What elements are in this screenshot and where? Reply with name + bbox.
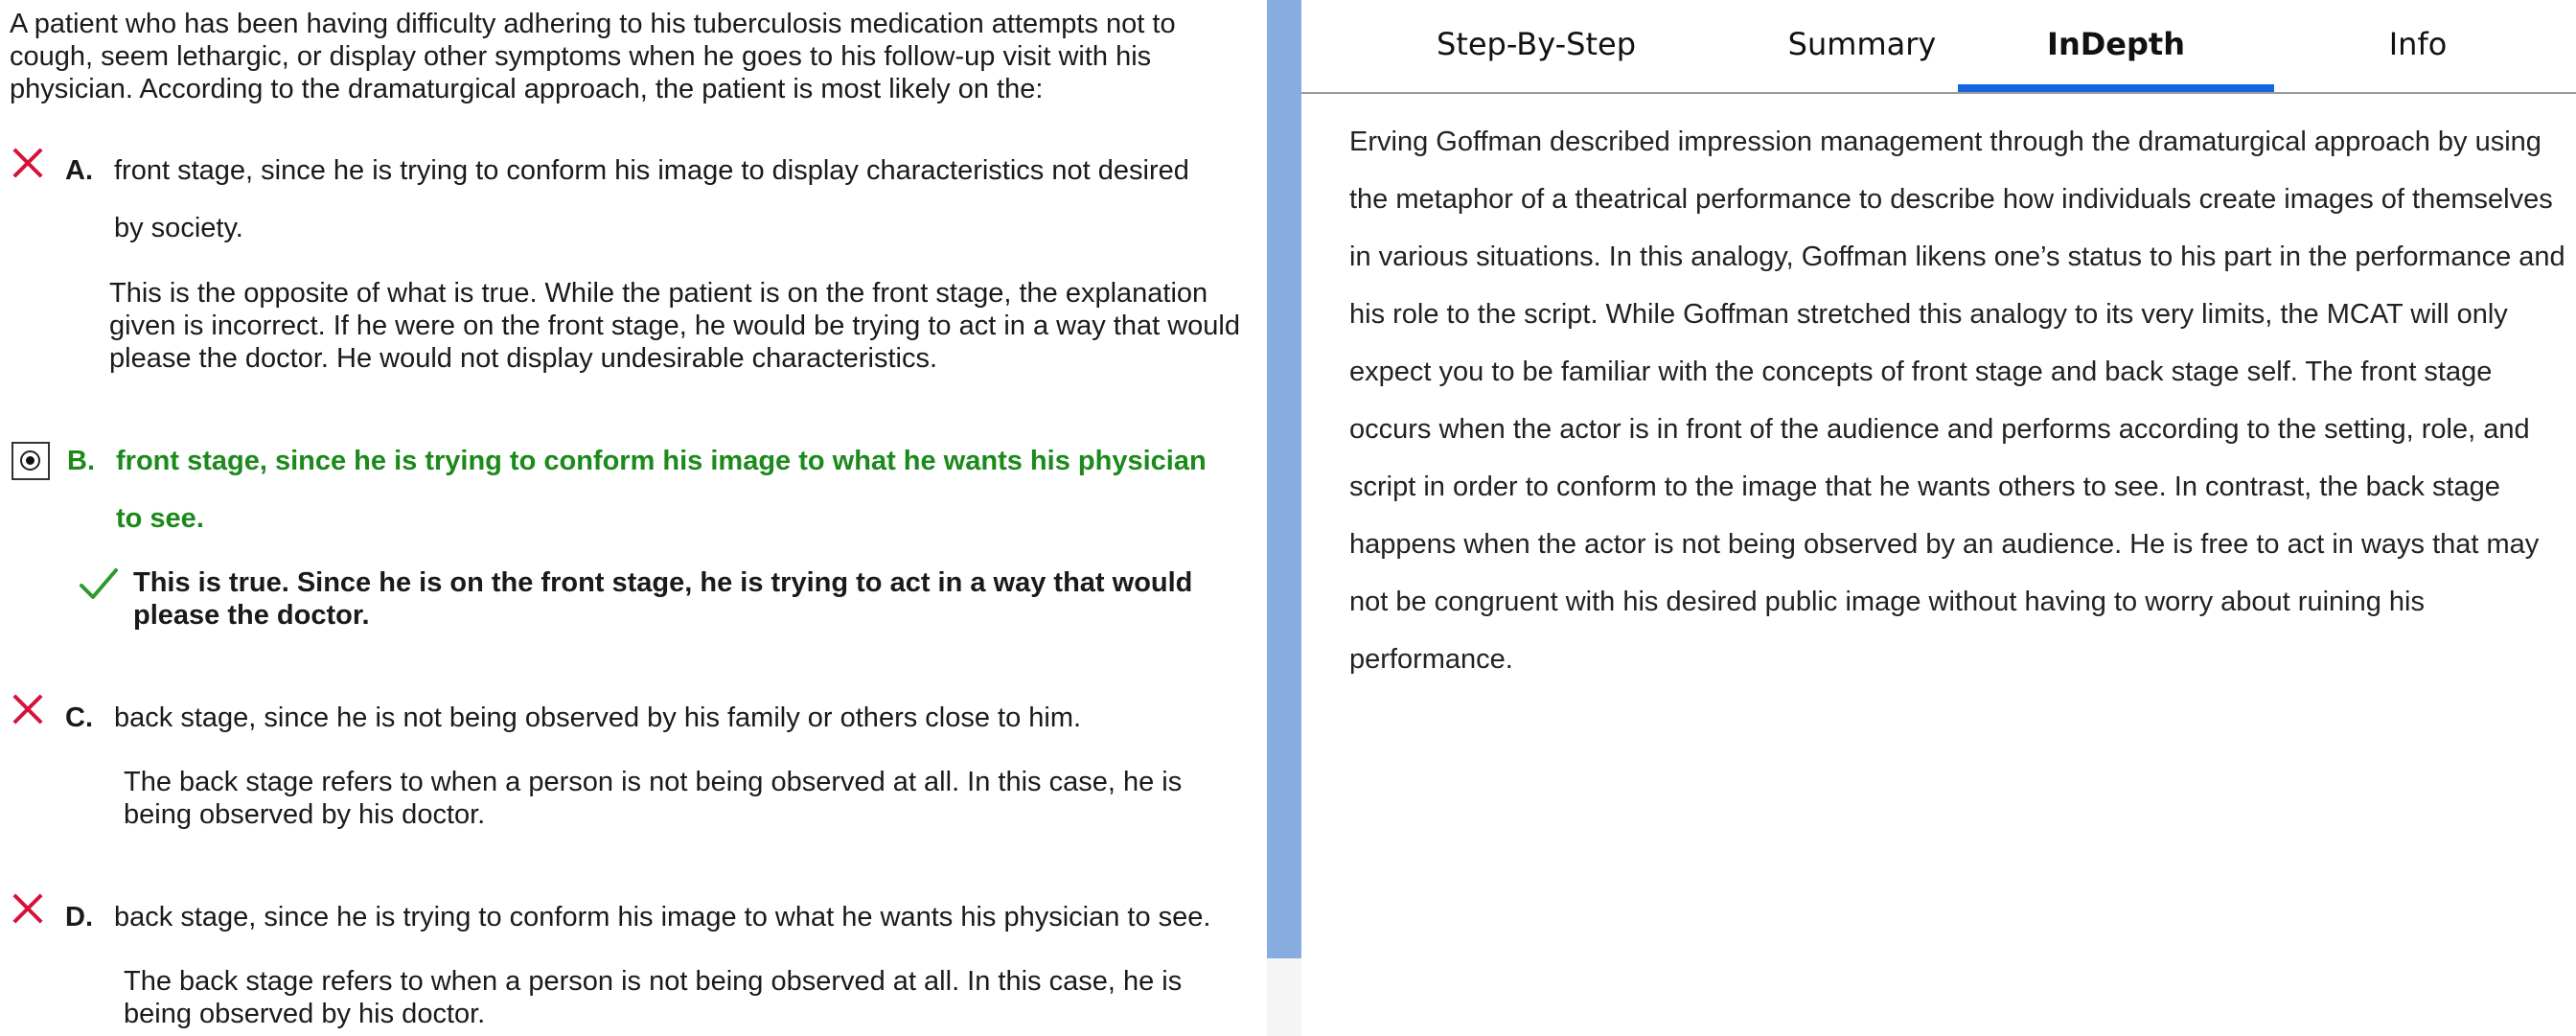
tab-bar [1301, 0, 2576, 94]
x-mark-icon [10, 144, 48, 182]
tab-summary[interactable]: Summary [1787, 26, 1937, 62]
x-mark-icon [10, 889, 48, 928]
choice-a-text-line1: front stage, since he is trying to conform his image to display characteristics not desired [114, 155, 1189, 186]
choice-c-text-line1: back stage, since he is not being observed by his family or others close to him. [114, 702, 1082, 733]
x-mark-icon [10, 690, 48, 728]
question-stem: A patient who has been having difficulty adhering to his tuberculosis medication attempts not to cough, seem lethargic, or display other symptoms when he goes to his follow-up visit with his physician. According to the dramaturgical approach, the patient is most likely on the: [10, 9, 1176, 104]
choice-d-text-line1: back stage, since he is trying to conform his image to what he wants his physician to see. [114, 902, 1211, 932]
tab-info[interactable]: Info [2388, 26, 2448, 62]
radio-selected-icon[interactable] [12, 442, 50, 480]
choice-b-text-line1: front stage, since he is trying to conform his image to what he wants his physician [116, 446, 1207, 476]
choice-a-letter: A. [65, 155, 93, 186]
choice-c-explanation: The back stage refers to when a person is not being observed at all. In this case, he is being observed by his doctor. [124, 767, 1183, 830]
question-panel [0, 0, 1267, 1036]
choice-b-text-line2: to see. [116, 503, 204, 534]
scrollbar-thumb[interactable] [1267, 0, 1301, 958]
choice-d-letter: D. [65, 902, 93, 932]
tab-step-by-step[interactable]: Step-By-Step [1437, 26, 1636, 62]
explanation-panel [1301, 0, 2576, 1036]
choice-a-text-line2: by society. [114, 213, 243, 243]
checkmark-icon [78, 566, 120, 603]
choice-a-explanation: This is the opposite of what is true. While the patient is on the front stage, the explanation given is incorrect. If he were on the front stage, he would be trying to act in a way that would please the doctor. He would not display undesirable characteristics. [109, 278, 1240, 374]
choice-d-explanation: The back stage refers to when a person is not being observed at all. In this case, he is being observed by his doctor. [124, 966, 1183, 1029]
indepth-explanation: Erving Goffman described impression management through the dramaturgical approach by using the metaphor of a theatrical performance to describe how individuals create images of themselves in various situations. In this analogy, Goffman likens one’s status to his part in the performance and his role to the script. While Goffman stretched this analogy to its very limits, the MCAT will only expect you to be familiar with the concepts of front stage and back stage self. The front stage occurs when the actor is in front of the audience and performs according to the setting, role, and script in order to conform to the image that he wants others to see. In contrast, the back stage happens when the actor is not being observed by an audience. He is free to act in ways that may not be congruent with his desired public image without having to worry about ruining his performance. [1349, 127, 2565, 675]
choice-b-letter: B. [67, 446, 95, 476]
choice-c-letter: C. [65, 702, 93, 733]
choice-b-explanation: This is true. Since he is on the front stage, he is trying to act in a way that would please the doctor. [133, 567, 1193, 631]
tab-indepth[interactable]: InDepth [1958, 0, 2274, 92]
